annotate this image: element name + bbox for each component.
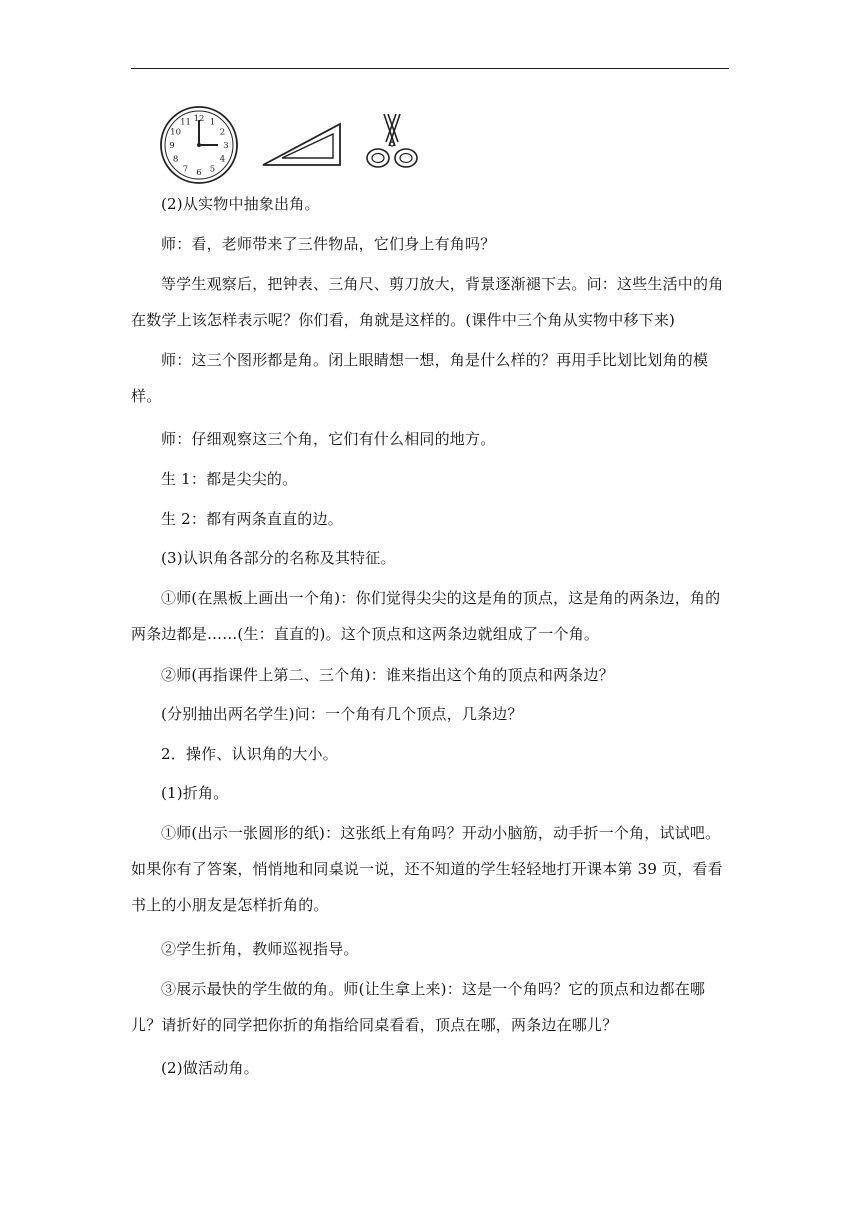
- object-figures: [150, 100, 450, 182]
- paragraph: ②学生折角，教师巡视指导。: [161, 940, 359, 958]
- clock-numeral: 1: [209, 117, 216, 128]
- paragraph: 生 2：都有两条直直的边。: [161, 510, 343, 528]
- paragraph: 师：看，老师带来了三件物品，它们身上有角吗？: [161, 235, 496, 253]
- paragraph: 等学生观察后，把钟表、三角尺、剪刀放大，背景逐渐褪下去。问：这些生活中的角在数学上该怎样表示呢？你们看，角就是这样的。(课件中三个角从实物中移下来): [131, 275, 724, 329]
- paragraph: (1)折角。: [161, 784, 229, 802]
- clock-numeral: 9: [169, 141, 175, 151]
- paragraph: (分别抽出两名学生)问：一个角有几个顶点，几条边？: [161, 705, 523, 723]
- paragraph: ①师(出示一张圆形的纸)：这张纸上有角吗？开动小脑筋，动手折一个角，试试吧。如果你有了答案，悄悄地和同桌说一说，还不知道的学生轻轻地打开课本第 39 页，看看书上的小朋友是怎样折角的。: [131, 824, 723, 914]
- paragraph: ②师(再指课件上第二、三个角)：谁来指出这个角的顶点和两条边？: [161, 666, 614, 684]
- clock-numeral: 7: [182, 164, 189, 175]
- clock-numeral: 12: [193, 114, 205, 124]
- clock-numeral: 10: [170, 127, 182, 138]
- paragraph: ①师(在黑板上画出一个角)：你们觉得尖尖的这是角的顶点，这是角的两条边，角的两条边都是……(生：直直的)。这个顶点和这两条边就组成了一个角。: [131, 589, 721, 643]
- paragraph: 师：这三个图形都是角。闭上眼睛想一想，角是什么样的？再用手比划比划角的模样。: [131, 351, 709, 405]
- clock-numeral: 4: [219, 154, 226, 165]
- clock-numeral: 5: [209, 164, 216, 175]
- paragraph: 生 1：都是尖尖的。: [161, 470, 298, 488]
- clock-icon: [158, 104, 240, 186]
- clock-numeral: 3: [223, 141, 229, 151]
- paragraph: 2．操作、认识角的大小。: [161, 745, 338, 763]
- clock-numeral: 2: [219, 127, 226, 138]
- paragraph: (2)从实物中抽象出角。: [161, 195, 320, 213]
- paragraph: ③展示最快的学生做的角。师(让生拿上来)：这是一个角吗？它的顶点和边都在哪儿？请折好的同学把你折的角指给同桌看看，顶点在哪，两条边在哪儿？: [131, 980, 706, 1034]
- clock-numeral: 6: [196, 168, 202, 178]
- clock-numeral: 11: [180, 117, 191, 128]
- scissors-icon: [364, 112, 420, 174]
- paragraph: (2)做活动角。: [161, 1059, 259, 1077]
- paragraph: (3)认识角各部分的名称及其特征。: [161, 549, 396, 567]
- set-square-icon: [260, 120, 344, 168]
- paragraph: 师：仔细观察这三个角，它们有什么相同的地方。: [161, 430, 496, 448]
- clock-numeral: 8: [172, 154, 179, 165]
- header-rule: [131, 68, 729, 69]
